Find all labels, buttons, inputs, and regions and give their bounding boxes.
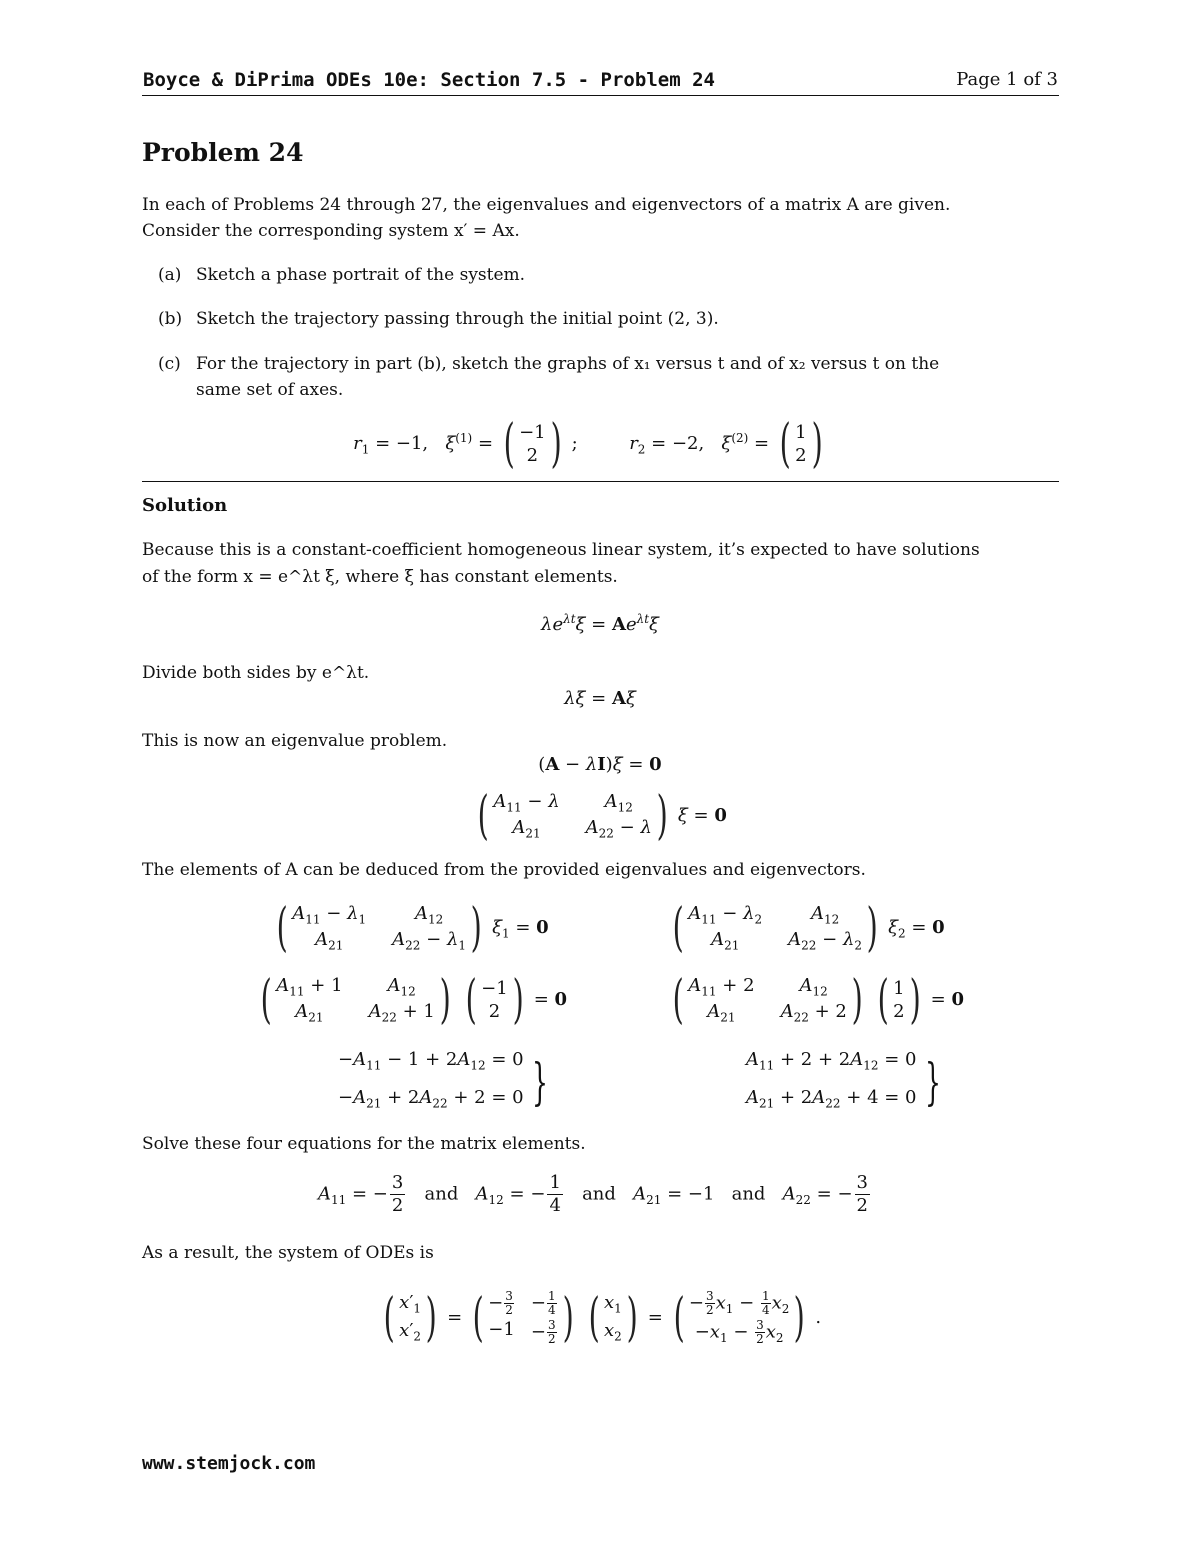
list-item-b: [158, 306, 1038, 332]
problem-intro-1: In each of Problems 24 through 27, the eigenvalues and eigenvectors of a matrix A are given.: [142, 195, 951, 215]
solution-p1-line2: of the form x = e^λt ξ, where ξ has constant elements.: [142, 567, 618, 587]
problem-heading: Problem 24: [142, 138, 304, 167]
header-rule: [142, 95, 1059, 96]
item-text: Sketch the trajectory passing through the initial point (2, 3).: [196, 309, 719, 329]
footer-url[interactable]: www.stemjock.com: [142, 1453, 316, 1474]
equation-right-3: $A_{11} + 2 + 2A_{12} = 0$ $A_{21} + 2A_{22} + 4 = 0$ }: [746, 1049, 941, 1111]
equation-solved-elements: $A_{11}$ = − $\frac{3}{2}$ and $A_{12}$ = − $\frac{1}{4}$ and $A_{21} = -1$ and $A_{22}$ = − $\frac{3}{2}$: [318, 1172, 868, 1216]
eigen-equation: $r_1 = -1$, $\xi^{(1)}$ = ( −1 2 ) ; $r_2 = -2$, $\xi^{(2)}$ = ( 1 2 ): [353, 414, 823, 474]
item-label: (c): [158, 354, 181, 374]
and-word: and: [582, 1183, 616, 1205]
item-text: Sketch a phase portrait of the system.: [196, 265, 526, 285]
equation-right-1: ( $A_{11} - \lambda_2$ $A_{12}$ $A_{21}$ $A_{22} - \lambda_2$ ) $\xi_2 = 0$: [672, 898, 945, 958]
section-rule: [142, 481, 1059, 482]
and-word: and: [424, 1183, 459, 1205]
header-page-number: Page 1 of 3: [956, 69, 1058, 90]
equation-left-2: ( $A_{11} + 1$ $A_{12}$ $A_{21}$ $A_{22} + 1$ ) ( −1 2 ) = 0: [260, 970, 568, 1030]
equation-matrix-form: ( $A_{11} - \lambda$ $A_{12}$ $A_{21}$ $A_{22} - \lambda$ ) ξ = 0: [477, 786, 727, 846]
equation-right-2: ( $A_{11} + 2$ $A_{12}$ $A_{21}$ $A_{22} + 2$ ) ( 1 2 ) = 0: [672, 970, 964, 1030]
solution-p6: As a result, the system of ODEs is: [142, 1243, 434, 1263]
solution-p5: Solve these four equations for the matrix elements.: [142, 1134, 586, 1154]
list-item-a: [158, 262, 1038, 288]
solution-p4: The elements of A can be deduced from the provided eigenvalues and eigenvectors.: [142, 860, 866, 880]
list-item-c-cont: same set of axes.: [196, 380, 344, 400]
and-word: and: [731, 1183, 766, 1205]
solution-heading: Solution: [142, 495, 228, 516]
item-label: (b): [158, 309, 183, 329]
equation-characteristic: (A − λI)ξ = 0: [538, 754, 662, 775]
list-item-c: [158, 351, 1038, 377]
header-title: Boyce & DiPrima ODEs 10e: Section 7.5 - Problem 24: [143, 69, 715, 91]
solution-p3: This is now an eigenvalue problem.: [142, 731, 448, 751]
item-text: For the trajectory in part (b), sketch the graphs of x₁ versus t and of x₂ versus t on the: [196, 354, 940, 374]
equation-left-1: ( $A_{11} - \lambda_1$ $A_{12}$ $A_{21}$ $A_{22} - \lambda_1$ ) $\xi_1 = 0$: [276, 898, 549, 958]
equation-left-3: $-A_{11} - 1 + 2A_{12} = 0$ $-A_{21} + 2A_{22} + 2 = 0$ }: [338, 1049, 548, 1111]
solution-p1-line1: Because this is a constant-coefficient homogeneous linear system, it’s expected to have solutions: [142, 540, 980, 560]
equation-ode-system: ( $x'_1$ $x'_2$ ) = ( − $\frac{3}{2}$ − $\frac{1}{4}$ −1 − $\frac{3}{2}$ ) ( $x_1$ $x_2$ ) = ( − $\frac{3}{2}$ $x_1$ − $\frac{1}{4}$ $x_2$ $-x_1$ − $\frac{3}{2}$ $x_2$ ) .: [383, 1288, 822, 1348]
equation-substitution: $\lambda e^{\lambda t}\xi = Ae^{\lambda t}\xi$: [541, 612, 659, 635]
solution-p2: Divide both sides by e^λt.: [142, 663, 370, 683]
item-label: (a): [158, 265, 182, 285]
equation-eigen: λξ = Aξ: [564, 688, 636, 709]
problem-intro-2: Consider the corresponding system x′ = Ax.: [142, 221, 520, 241]
